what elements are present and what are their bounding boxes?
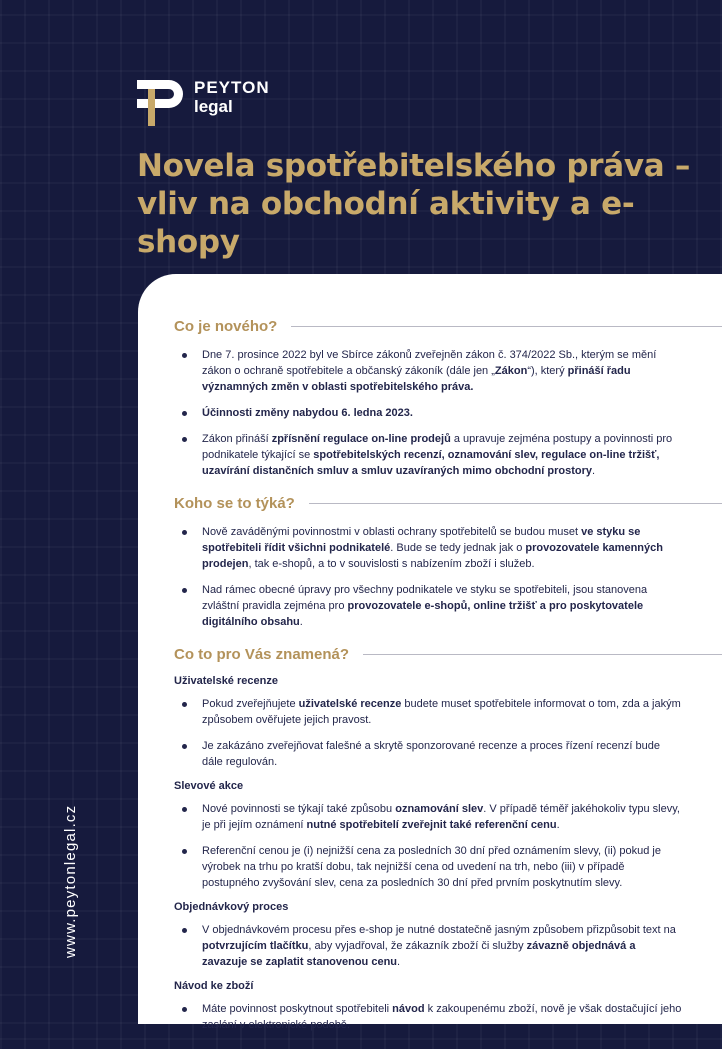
list-item — [174, 843, 722, 891]
emphasis-text: spotřebitelských recenzí, oznamování slev, regulace on-line tržišť, uzavírání distančních smluv a smluv uzavíraných mimo obchodní prostory — [202, 449, 660, 477]
emphasis-text: přináší řadu významných změn v oblasti spotřebitelského práva. — [202, 365, 631, 393]
sections-container — [174, 318, 722, 1049]
text-run: . — [397, 956, 401, 968]
text-run: Referenční cenou je (i) nejnižší cena za posledních 30 dní před oznámením slevy, (ii) pokud je výrobek na trhu po kratší dobu, tak nejnižší cena od uvedení na trh, nebo (iii) v případě postupného zvyšování slev, cena za posledních 30 dní před prvním poskytnutím slevy. — [202, 845, 661, 889]
emphasis-text: potvrzujícím tlačítku — [202, 940, 309, 952]
list-item — [174, 405, 722, 421]
brand-name-line1: PEYTON — [194, 78, 270, 97]
text-run: . Bude se tedy jednak jak o — [390, 542, 526, 554]
bullet-list — [174, 524, 722, 630]
text-run: Nové povinnosti se týkají také způsobu — [202, 803, 396, 815]
subsection-title: Objednávkový proces — [174, 901, 289, 913]
list-item — [174, 922, 722, 970]
list-item — [174, 582, 722, 630]
text-run: . — [299, 616, 303, 628]
page-title: Novela spotřebitelského práva – vliv na obchodní aktivity a e-shopy — [137, 148, 691, 260]
emphasis-text: návod — [392, 1003, 425, 1015]
section-header — [174, 646, 722, 663]
bullet-list — [174, 696, 722, 770]
text-run: Je zakázáno zveřejňovat falešné a skrytě sponzorované recenze a proces řízení recenzí bude dále regulován. — [202, 740, 660, 768]
text-run: Nově zaváděnými povinnostmi v oblasti ochrany spotřebitelů se budou muset — [202, 526, 582, 538]
emphasis-text: zpřísnění regulace on-line prodejů — [271, 433, 451, 445]
emphasis-text: Účinnosti změny nabydou 6. ledna 2023. — [202, 407, 413, 419]
text-run: . — [556, 819, 560, 831]
text-run: Nad rámec obecné úpravy pro všechny podnikatele ve styku se spotřebiteli, jsou stanovena zvláštní pravidla zejména pro — [202, 584, 648, 612]
list-item — [174, 1001, 722, 1033]
brand-name-line2: legal — [194, 97, 233, 116]
list-item — [174, 431, 722, 479]
emphasis-text: nutné spotřebitelí zveřejnit také referenční cenu — [306, 819, 557, 831]
text-run: , tak e-shopů, a to v souvislosti s nabízením zboží i služeb. — [248, 558, 535, 570]
text-run: Máte povinnost poskytnout spotřebiteli — [202, 1003, 393, 1015]
text-run: . V případě téměř jakéhokoliv typu slevy, je při jejím oznámení — [202, 803, 680, 831]
website-url[interactable]: www.peytonlegal.cz — [62, 804, 79, 958]
section-spacer — [174, 1043, 722, 1049]
brand-name — [194, 78, 270, 116]
section-header — [174, 495, 722, 512]
section-heading: Co je nového? — [174, 318, 278, 335]
text-run: Zákon přináší — [202, 433, 272, 445]
subsection-title: Návod ke zboží — [174, 980, 254, 992]
text-run: , aby vyjadřoval, že zákazník zboží či služby — [308, 940, 527, 952]
emphasis-text: uživatelské recenze — [298, 698, 402, 710]
text-run: k zakoupenému zboží, nově je však dostačující jeho zaslání v elektronické podobě. — [202, 1003, 682, 1031]
list-item — [174, 696, 722, 728]
emphasis-text: závazně objednává a zavazuje se zaplatit stanovenou cenu — [202, 940, 636, 968]
text-run: budete muset spotřebitele informovat o tom, zda a jakým způsobem ověřujete jejich pravost. — [202, 698, 681, 726]
section-divider — [363, 654, 722, 655]
list-item — [174, 347, 722, 395]
text-run: V objednávkovém procesu přes e-shop je nutné dostatečně jasným způsobem přizpůsobit text na — [202, 924, 676, 936]
bullet-list — [174, 347, 722, 479]
emphasis-text: Zákon — [494, 365, 528, 377]
bullet-list — [174, 922, 722, 970]
subsection-title: Uživatelské recenze — [174, 675, 278, 687]
text-run: “), který — [527, 365, 568, 377]
emphasis-text: ve styku se spotřebiteli řídit všichni podnikatelé — [202, 526, 641, 554]
section-divider — [309, 503, 722, 504]
section-header — [174, 318, 722, 335]
brand-logo — [137, 78, 287, 128]
text-run: Pokud zveřejňujete — [202, 698, 299, 710]
emphasis-text: provozovatele kamenných prodejen — [202, 542, 663, 570]
list-item — [174, 801, 722, 833]
list-item — [174, 524, 722, 572]
list-item — [174, 738, 722, 770]
text-run: . — [591, 465, 596, 477]
peyton-logo-icon — [137, 80, 185, 126]
content-panel — [138, 274, 722, 1031]
emphasis-text: oznamování slev — [395, 803, 484, 815]
section-heading: Koho se to týká? — [174, 495, 295, 512]
section-heading: Co to pro Vás znamená? — [174, 646, 350, 663]
text-run: a upravuje zejména postupy a povinnosti pro podnikatele týkající se — [202, 433, 673, 461]
subsection-title: Slevové akce — [174, 780, 244, 792]
emphasis-text: provozovatele e-shopů, online tržišť a pro poskytovatele digitálního obsahu — [202, 600, 644, 628]
text-run: Dne 7. prosince 2022 byl ve Sbírce zákonů zveřejněn zákon č. 374/2022 Sb., kterým se mění zákon o ochraně spotřebitele a občanský zákoník (dále jen „ — [202, 349, 657, 377]
bullet-list — [174, 801, 722, 891]
bullet-list — [174, 1001, 722, 1033]
section-divider — [291, 326, 722, 327]
